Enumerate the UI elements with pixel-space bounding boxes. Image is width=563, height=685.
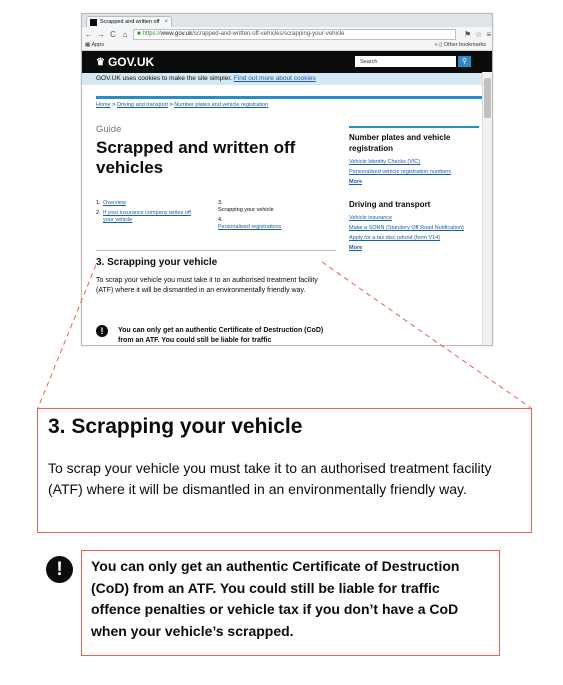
tab-title: Scrapped and written off: [100, 19, 160, 25]
forward-icon[interactable]: →: [97, 29, 105, 39]
warning-text: You can only get an authentic Certificate of Destruction (CoD) from an ATF. You could still be liable for traffic: [118, 327, 324, 344]
search-input[interactable]: Search: [355, 56, 456, 67]
sidebar-link[interactable]: Apply for a tax disc refund (form V14): [349, 235, 441, 241]
sidebar-link[interactable]: Vehicle Identity Checks (VIC): [349, 159, 421, 165]
contents-link-overview[interactable]: Overview: [103, 200, 126, 206]
url-host: www.gov.uk: [160, 30, 193, 37]
contents-item: 1. Overview: [96, 200, 211, 207]
cookie-link[interactable]: Find out more about cookies: [233, 75, 316, 82]
contents-item: 2. If your insurance company writes off your vehicle: [96, 210, 211, 224]
crown-icon: ♛: [96, 56, 105, 68]
section-text: To scrap your vehicle you must take it to an authorised treatment facility (ATF) where it will be dismantled in an environmentally friendly way.: [96, 277, 318, 294]
sidebar-heading: Driving and transport: [349, 200, 431, 209]
back-icon[interactable]: ←: [85, 29, 93, 39]
breadcrumb-home[interactable]: Home: [96, 102, 111, 108]
sidebar-more-link[interactable]: More: [349, 179, 363, 185]
menu-icon[interactable]: ≡: [486, 29, 492, 39]
callout-warning-text: You can only get an authentic Certificate of Destruction (CoD) from an ATF. You could still be liable for traffic offence penalties or vehicle tax if you don’t have a CoD when your vehicle’s scrapped.: [91, 558, 460, 639]
sidebar-more-link[interactable]: More: [349, 245, 363, 251]
cookie-text: GOV.UK uses cookies to make the site simpler.: [96, 75, 232, 82]
apps-link[interactable]: Apps: [91, 42, 104, 48]
url-path: /scrapped-and-written-off-vehicles/scrapping-your-vehicle: [192, 30, 345, 37]
section-heading: 3. Scrapping your vehicle: [96, 257, 218, 268]
zoom-line-left: [38, 265, 96, 408]
bookmark-star-icon[interactable]: ☆: [475, 29, 483, 39]
sidebar-heading: Number plates and vehicle registration: [349, 133, 451, 153]
logo-text: GOV.UK: [107, 55, 155, 69]
contents-link-insurance[interactable]: If your insurance company writes off your vehicle: [103, 210, 191, 223]
guide-label: Guide: [96, 124, 122, 135]
other-bookmarks[interactable]: » ▯ Other bookmarks: [434, 42, 486, 48]
breadcrumb-driving[interactable]: Driving and transport: [116, 102, 169, 108]
zoomed-section-callout: [37, 408, 532, 533]
reload-icon[interactable]: C: [110, 29, 116, 39]
contents-item: 3.Scrapping your vehicle: [218, 200, 318, 214]
extension-icon[interactable]: ⚑: [464, 29, 472, 39]
zoomed-warning-callout: [81, 550, 500, 656]
breadcrumb: Home > Driving and transport > Number plates and vehicle registration: [96, 102, 269, 108]
sidebar-link[interactable]: Vehicle insurance: [349, 215, 393, 221]
url-scheme: https://: [142, 30, 161, 37]
lock-icon: ■: [137, 30, 141, 37]
contents-current: Scrapping your vehicle: [218, 207, 274, 213]
sidebar-link[interactable]: Make a SORN (Statutory Off Road Notification): [349, 225, 464, 231]
callout-heading: 3. Scrapping your vehicle: [48, 415, 303, 438]
apps-icon: ▦: [85, 42, 91, 48]
close-tab-icon[interactable]: ×: [164, 19, 168, 25]
home-icon[interactable]: ⌂: [122, 29, 128, 39]
warning-icon: !: [96, 325, 108, 337]
callout-text: To scrap your vehicle you must take it to an authorised treatment facility (ATF) where it will be dismantled in an environmentally friendly way.: [48, 460, 492, 497]
breadcrumb-number-plates[interactable]: Number plates and vehicle registration: [174, 102, 269, 108]
contents-link-personalised[interactable]: Personalised registrations: [218, 224, 282, 230]
zoom-line-right: [322, 262, 531, 408]
warning-icon: !: [46, 556, 73, 583]
search-icon: ⚲: [461, 58, 468, 65]
contents-item: 4.Personalised registrations: [218, 217, 318, 231]
sidebar-link[interactable]: Personalised vehicle registration numbers: [349, 169, 452, 175]
page-title: Scrapped and written off vehicles: [96, 138, 296, 177]
